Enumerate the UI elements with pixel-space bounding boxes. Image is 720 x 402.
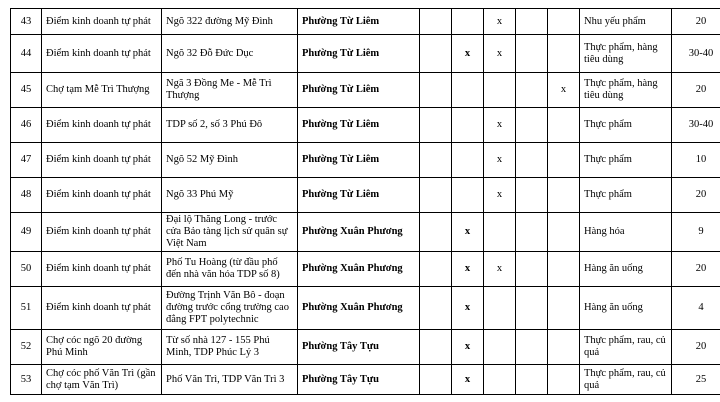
row-number: 52 xyxy=(11,330,42,365)
goods: Thực phẩm xyxy=(580,178,672,213)
mark-col-2: x xyxy=(452,252,484,287)
row-number: 49 xyxy=(11,213,42,252)
mark-col-2 xyxy=(452,178,484,213)
quantity: 20 xyxy=(672,9,720,35)
location: Từ số nhà 127 - 155 Phú Minh, TDP Phúc Lý 3 xyxy=(162,330,298,365)
mark-col-5 xyxy=(548,178,580,213)
mark-col-1 xyxy=(420,143,452,178)
location: Phố Văn Trì, TDP Văn Trì 3 xyxy=(162,365,298,395)
goods: Thực phẩm, hàng tiêu dùng xyxy=(580,73,672,108)
mark-col-2 xyxy=(452,9,484,35)
mark-col-5 xyxy=(548,287,580,330)
goods: Hàng hóa xyxy=(580,213,672,252)
business-type: Điểm kinh doanh tự phát xyxy=(42,287,162,330)
mark-col-3: x xyxy=(484,108,516,143)
table-row xyxy=(11,213,720,252)
table-row xyxy=(11,35,720,73)
ward: Phường Tây Tựu xyxy=(298,330,420,365)
mark-col-4 xyxy=(516,213,548,252)
business-type: Điểm kinh doanh tự phát xyxy=(42,35,162,73)
business-type: Điểm kinh doanh tự phát xyxy=(42,108,162,143)
goods: Hàng ăn uống xyxy=(580,287,672,330)
mark-col-1 xyxy=(420,252,452,287)
ward: Phường Xuân Phương xyxy=(298,287,420,330)
location: Ngõ 322 đường Mỹ Đình xyxy=(162,9,298,35)
mark-col-3: x xyxy=(484,9,516,35)
mark-col-2: x xyxy=(452,287,484,330)
table-row xyxy=(11,73,720,108)
business-type: Điểm kinh doanh tự phát xyxy=(42,213,162,252)
business-type: Điểm kinh doanh tự phát xyxy=(42,9,162,35)
goods: Nhu yếu phẩm xyxy=(580,9,672,35)
location: TDP số 2, số 3 Phú Đô xyxy=(162,108,298,143)
location: Phố Tu Hoàng (từ đầu phố đến nhà văn hóa TDP số 8) xyxy=(162,252,298,287)
mark-col-3: x xyxy=(484,252,516,287)
business-type: Chợ tạm Mễ Trì Thượng xyxy=(42,73,162,108)
ward: Phường Xuân Phương xyxy=(298,213,420,252)
mark-col-2: x xyxy=(452,213,484,252)
mark-col-5 xyxy=(548,330,580,365)
quantity: 9 xyxy=(672,213,720,252)
quantity: 4 xyxy=(672,287,720,330)
row-number: 51 xyxy=(11,287,42,330)
row-number: 47 xyxy=(11,143,42,178)
mark-col-4 xyxy=(516,143,548,178)
mark-col-2 xyxy=(452,108,484,143)
mark-col-3: x xyxy=(484,35,516,73)
mark-col-5 xyxy=(548,9,580,35)
mark-col-4 xyxy=(516,35,548,73)
quantity: 20 xyxy=(672,73,720,108)
mark-col-2: x xyxy=(452,35,484,73)
ward: Phường Tây Tựu xyxy=(298,365,420,395)
market-table xyxy=(10,8,720,395)
mark-col-1 xyxy=(420,330,452,365)
mark-col-4 xyxy=(516,287,548,330)
quantity: 25 xyxy=(672,365,720,395)
mark-col-4 xyxy=(516,9,548,35)
row-number: 53 xyxy=(11,365,42,395)
ward: Phường Từ Liêm xyxy=(298,143,420,178)
table-row xyxy=(11,9,720,35)
row-number: 45 xyxy=(11,73,42,108)
mark-col-5 xyxy=(548,252,580,287)
mark-col-5 xyxy=(548,108,580,143)
mark-col-3 xyxy=(484,73,516,108)
mark-col-3: x xyxy=(484,178,516,213)
mark-col-5: x xyxy=(548,73,580,108)
location: Đại lộ Thăng Long - trước cửa Bảo tàng lịch sử quân sự Việt Nam xyxy=(162,213,298,252)
business-type: Chợ cóc ngõ 20 đường Phú Minh xyxy=(42,330,162,365)
mark-col-3: x xyxy=(484,143,516,178)
mark-col-4 xyxy=(516,108,548,143)
location: Ngõ 32 Đỗ Đức Dục xyxy=(162,35,298,73)
ward: Phường Từ Liêm xyxy=(298,35,420,73)
table-row xyxy=(11,330,720,365)
goods: Thực phẩm xyxy=(580,108,672,143)
business-type: Chợ cóc phố Văn Trì (gần chợ tạm Văn Trì) xyxy=(42,365,162,395)
quantity: 30-40 xyxy=(672,35,720,73)
quantity: 20 xyxy=(672,178,720,213)
table-row xyxy=(11,178,720,213)
ward: Phường Từ Liêm xyxy=(298,73,420,108)
business-type: Điểm kinh doanh tự phát xyxy=(42,143,162,178)
ward: Phường Từ Liêm xyxy=(298,178,420,213)
mark-col-2 xyxy=(452,73,484,108)
mark-col-5 xyxy=(548,143,580,178)
row-number: 50 xyxy=(11,252,42,287)
ward: Phường Xuân Phương xyxy=(298,252,420,287)
quantity: 30-40 xyxy=(672,108,720,143)
goods: Thực phẩm, rau, củ quả xyxy=(580,365,672,395)
goods: Thực phẩm, rau, củ quả xyxy=(580,330,672,365)
mark-col-5 xyxy=(548,35,580,73)
mark-col-4 xyxy=(516,330,548,365)
mark-col-5 xyxy=(548,365,580,395)
mark-col-4 xyxy=(516,252,548,287)
table-row xyxy=(11,365,720,395)
ward: Phường Từ Liêm xyxy=(298,108,420,143)
quantity: 20 xyxy=(672,330,720,365)
mark-col-3 xyxy=(484,365,516,395)
mark-col-1 xyxy=(420,108,452,143)
mark-col-2 xyxy=(452,143,484,178)
location: Ngõ 33 Phú Mỹ xyxy=(162,178,298,213)
mark-col-1 xyxy=(420,35,452,73)
mark-col-4 xyxy=(516,73,548,108)
goods: Hàng ăn uống xyxy=(580,252,672,287)
mark-col-2: x xyxy=(452,330,484,365)
location: Đường Trịnh Văn Bô - đoạn đường trước cổng trường cao đẳng FPT polytechnic xyxy=(162,287,298,330)
mark-col-1 xyxy=(420,365,452,395)
table-row xyxy=(11,287,720,330)
mark-col-1 xyxy=(420,178,452,213)
table-row xyxy=(11,143,720,178)
table-row xyxy=(11,108,720,143)
location: Ngõ 52 Mỹ Đình xyxy=(162,143,298,178)
quantity: 10 xyxy=(672,143,720,178)
ward: Phường Từ Liêm xyxy=(298,9,420,35)
row-number: 44 xyxy=(11,35,42,73)
mark-col-3 xyxy=(484,287,516,330)
location: Ngã 3 Đồng Me - Mễ Trì Thượng xyxy=(162,73,298,108)
mark-col-4 xyxy=(516,365,548,395)
quantity: 20 xyxy=(672,252,720,287)
row-number: 46 xyxy=(11,108,42,143)
row-number: 48 xyxy=(11,178,42,213)
mark-col-1 xyxy=(420,73,452,108)
mark-col-1 xyxy=(420,287,452,330)
business-type: Điểm kinh doanh tự phát xyxy=(42,178,162,213)
goods: Thực phẩm xyxy=(580,143,672,178)
mark-col-5 xyxy=(548,213,580,252)
mark-col-1 xyxy=(420,213,452,252)
business-type: Điểm kinh doanh tự phát xyxy=(42,252,162,287)
mark-col-2: x xyxy=(452,365,484,395)
table-row xyxy=(11,252,720,287)
mark-col-3 xyxy=(484,213,516,252)
mark-col-1 xyxy=(420,9,452,35)
mark-col-3 xyxy=(484,330,516,365)
mark-col-4 xyxy=(516,178,548,213)
row-number: 43 xyxy=(11,9,42,35)
goods: Thực phẩm, hàng tiêu dùng xyxy=(580,35,672,73)
